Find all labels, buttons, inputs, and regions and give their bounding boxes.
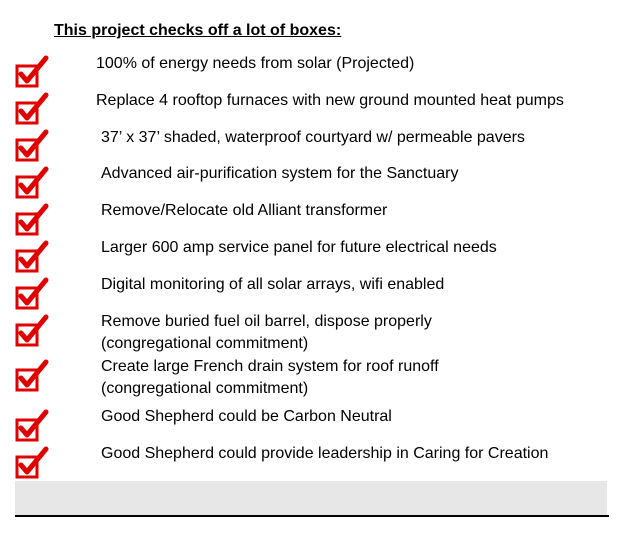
checkbox-checked-icon [15,240,49,273]
checklist-item-text [101,127,525,149]
checkbox-checked-icon [15,129,49,162]
checklist-item-text [101,200,387,222]
checklist-item-text [101,356,439,400]
checklist-line: Create large French drain system for roof runoff [101,358,439,375]
checklist-line: Good Shepherd could provide leadership in Caring for Creation [101,445,549,462]
checkbox-checked-icon [15,55,49,88]
bottom-divider [15,515,609,517]
checklist-line: 37’ x 37’ shaded, waterproof courtyard w/ permeable pavers [101,129,525,146]
checklist-line: (congregational commitment) [101,380,309,397]
checkbox-checked-icon [15,359,49,392]
checklist-line: Remove/Relocate old Alliant transformer [101,202,388,219]
checkbox-checked-icon [15,446,49,479]
checklist-item-text [96,53,414,75]
checklist-line: Advanced air-purification system for the Sanctuary [101,165,459,182]
checklist-line: (congregational commitment) [101,335,309,352]
footer-shaded-bar [15,481,607,515]
section-heading: This project checks off a lot of boxes: [54,22,342,39]
checklist-item-text [101,311,432,355]
checklist-item-text [101,274,444,296]
checkbox-checked-icon [15,277,49,310]
checklist-line: Digital monitoring of all solar arrays, wifi enabled [101,276,445,293]
checklist-item-text [101,163,459,185]
checkbox-checked-icon [15,409,49,442]
checklist-line: Replace 4 rooftop furnaces with new ground mounted heat pumps [96,92,564,109]
checkbox-checked-icon [15,314,49,347]
checklist-item-text [96,90,564,112]
checkbox-checked-icon [15,92,49,125]
checklist-line: Larger 600 amp service panel for future electrical needs [101,239,497,256]
checklist-line: Good Shepherd could be Carbon Neutral [101,408,392,425]
checklist-item-text [101,237,497,259]
checkbox-checked-icon [15,203,49,236]
checklist-item-text [101,443,548,465]
checklist-item-text [101,406,392,428]
checkbox-checked-icon [15,166,49,199]
checklist-line: Remove buried fuel oil barrel, dispose properly [101,313,432,330]
checklist-line: 100% of energy needs from solar (Projected) [96,55,415,72]
